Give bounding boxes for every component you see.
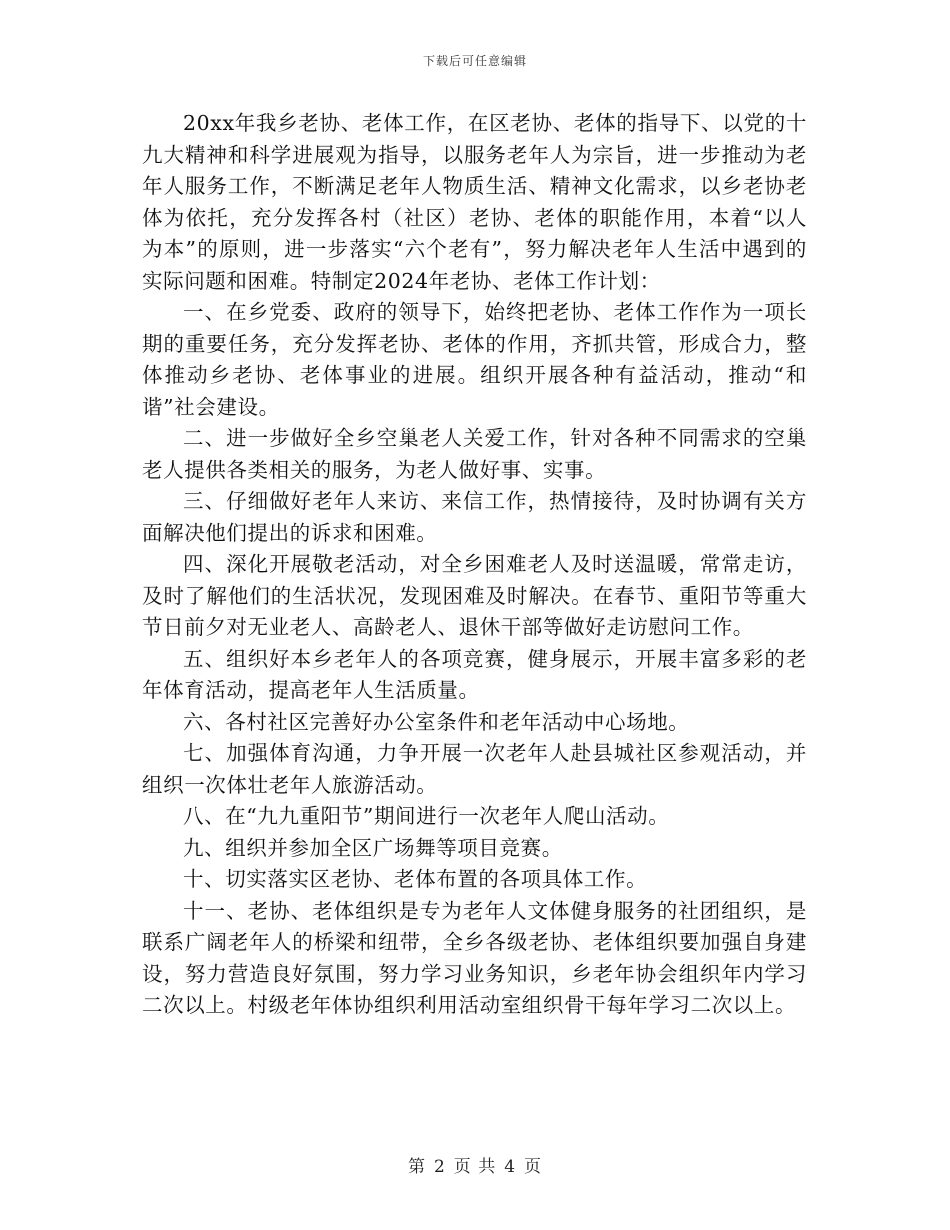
footer-middle: 页 共 — [453, 1157, 497, 1177]
paragraph-item-9: 九、组织并参加全区广场舞等项目竞赛。 — [183, 835, 563, 860]
page-header: 下载后可任意编辑 — [422, 54, 527, 68]
paragraph-item-7: 七、加强体育沟通，力争开展一次老年人赴县城社区参观活动，并组织一次体壮老年人旅游活动。 — [142, 741, 807, 797]
paragraph-item-8: 八、在“九九重阳节”期间进行一次老年人爬山活动。 — [183, 804, 670, 828]
footer-suffix: 页 — [524, 1157, 543, 1177]
paragraph-intro: 20xx年我乡老协、老体工作，在区老协、老体的指导下、以党的十九大精神和科学进展观为指导，以服务老年人为宗旨，进一步推动为老年人服务工作，不断满足老年人物质生活、精神文化需求，以乡老协老体为依托，充分发挥各村（社区）老协、老体的职能作用，本着“以人为本”的原则，进一步落实“六个老有”，努力解决老年人生活中遇到的实际问题和困难。特制定2024年老协、老体工作计划： — [142, 111, 807, 293]
paragraph-item-5: 五、组织好本乡老年人的各项竞赛，健身展示，开展丰富多彩的老年体育活动，提高老年人生活质量。 — [142, 646, 807, 702]
paragraph-item-3: 三、仔细做好老年人来访、来信工作，热情接待，及时协调有关方面解决他们提出的诉求和困难。 — [142, 489, 807, 545]
footer-total-pages: 4 — [504, 1157, 517, 1177]
paragraph-item-1: 一、在乡党委、政府的领导下，始终把老协、老体工作作为一项长期的重要任务，充分发挥老协、老体的作用，齐抓共管，形成合力，整体推动乡老协、老体事业的进展。组织开展各种有益活动，推动“和谐”社会建设。 — [142, 300, 807, 419]
footer-prefix: 第 — [407, 1157, 426, 1177]
paragraph-item-10: 十、切实落实区老协、老体布置的各项具体工作。 — [183, 867, 648, 891]
paragraph-item-6: 六、各村社区完善好办公室条件和老年活动中心场地。 — [183, 709, 690, 734]
paragraph-item-2: 二、进一步做好全乡空巢老人关爱工作，针对各种不同需求的空巢老人提供各类相关的服务，为老人做好事、实事。 — [142, 426, 807, 482]
document-body — [142, 108, 807, 1022]
paragraph-item-11: 十一、老协、老体组织是专为老年人文体健身服务的社团组织，是联系广阔老年人的桥梁和纽带，全乡各级老协、老体组织要加强自身建设，努力营造良好氛围，努力学习业务知识，乡老年协会组织年内学习二次以上。村级老年体协组织利用活动室组织骨干每年学习二次以上。 — [142, 898, 807, 1017]
page-number-footer — [0, 1152, 950, 1177]
footer-current-page: 2 — [433, 1157, 446, 1177]
paragraph-item-4: 四、深化开展敬老活动，对全乡困难老人及时送温暖，常常走访，及时了解他们的生活状况，发现困难及时解决。在春节、重阳节等重大节日前夕对无业老人、高龄老人、退休干部等做好走访慰问工作。 — [142, 552, 807, 639]
